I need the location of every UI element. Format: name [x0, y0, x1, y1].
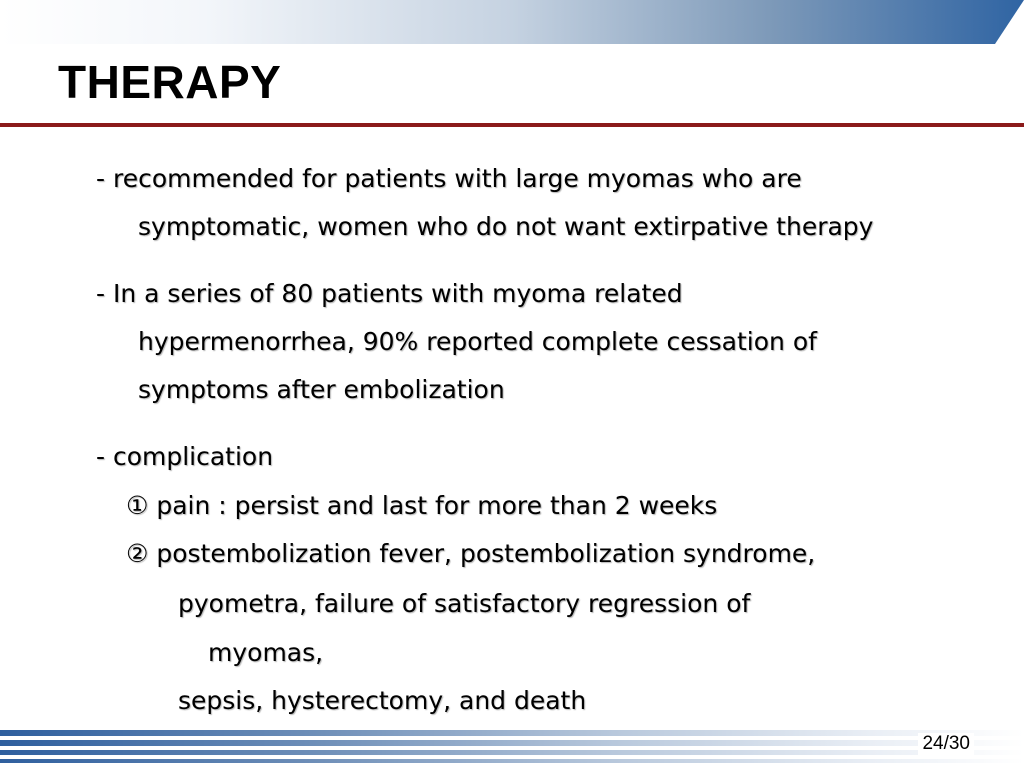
complication-item-2-line-3: myomas,	[208, 638, 324, 667]
page-number: 24/30	[918, 733, 974, 755]
complication-item-2-line-1: ② postembolization fever, postembolization syndrome,	[126, 539, 816, 568]
bullet-3-line-1: - complication	[96, 442, 274, 471]
footer-stripe	[0, 759, 1024, 763]
complication-item-1: ① pain : persist and last for more than 2 weeks	[126, 491, 718, 520]
bullet-2-line-3: symptoms after embolization	[138, 375, 505, 404]
footer-stripe	[0, 750, 1024, 755]
slide-title: THERAPY	[58, 56, 282, 108]
complication-item-2-line-2: pyometra, failure of satisfactory regression of	[178, 589, 751, 618]
footer-stripe	[0, 740, 1024, 746]
complication-item-2-line-4: sepsis, hysterectomy, and death	[178, 686, 587, 715]
footer-stripe	[0, 730, 1024, 736]
bullet-1-line-2: symptomatic, women who do not want extirpative therapy	[138, 212, 874, 241]
bullet-2-line-2: hypermenorrhea, 90% reported complete cessation of	[138, 327, 817, 356]
footer-stripes	[0, 730, 1024, 768]
bullet-1-line-1: - recommended for patients with large myomas who are	[96, 164, 802, 193]
bullet-2-line-1: - In a series of 80 patients with myoma related	[96, 279, 683, 308]
